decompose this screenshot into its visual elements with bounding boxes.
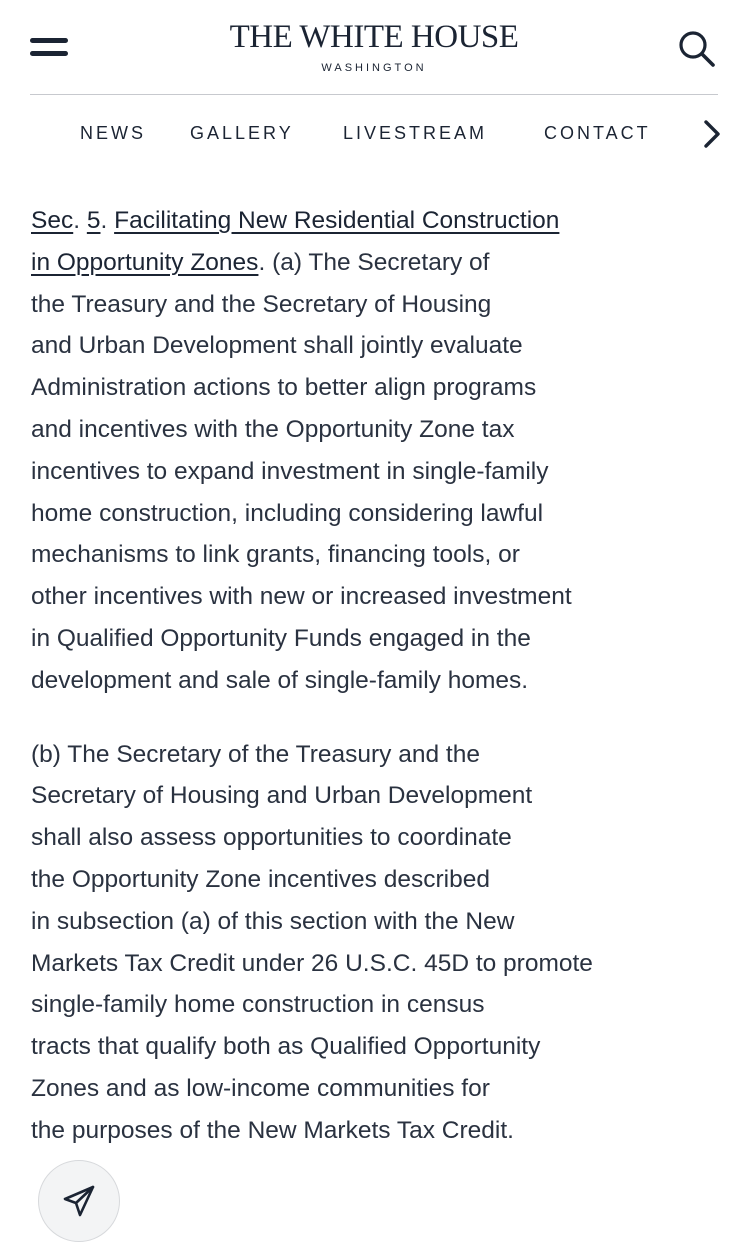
article-body bbox=[31, 200, 711, 1152]
main-nav bbox=[0, 112, 748, 152]
section-heading-link-line1[interactable]: Facilitating New Residential Construction bbox=[114, 207, 560, 234]
text-line: single-family home construction in census bbox=[31, 991, 485, 1019]
text-line: in subsection (a) of this section with the New bbox=[31, 907, 515, 935]
article-paragraph-b bbox=[31, 734, 711, 1152]
text-line: and Urban Development shall jointly evaluate bbox=[31, 332, 523, 360]
text-line: mechanisms to link grants, financing tools, or bbox=[31, 541, 520, 569]
text-line: and incentives with the Opportunity Zone tax bbox=[31, 415, 515, 443]
text-line: Administration actions to better align programs bbox=[31, 374, 537, 402]
section-label-link[interactable]: Sec bbox=[31, 207, 74, 234]
text-line: in Qualified Opportunity Funds engaged in the bbox=[31, 624, 531, 652]
header-divider bbox=[30, 94, 718, 95]
text-line: home construction, including considering lawful bbox=[31, 499, 544, 527]
text-line: the Opportunity Zone incentives described bbox=[31, 865, 490, 893]
site-logo[interactable] bbox=[0, 18, 748, 74]
send-icon bbox=[61, 1183, 97, 1219]
search-icon[interactable] bbox=[676, 28, 718, 70]
section-heading-link-line2[interactable]: in Opportunity Zones bbox=[31, 248, 259, 276]
text-line: development and sale of single-family homes. bbox=[31, 666, 529, 694]
chevron-right-icon[interactable] bbox=[698, 118, 726, 150]
section-number-link[interactable]: 5 bbox=[86, 207, 101, 234]
text-line: the purposes of the New Markets Tax Credit. bbox=[31, 1116, 514, 1144]
nav-item-livestream[interactable]: LIVESTREAM bbox=[343, 123, 488, 143]
text-line: shall also assess opportunities to coordinate bbox=[31, 824, 512, 852]
text-line: Markets Tax Credit under 26 U.S.C. 45D to promote bbox=[31, 949, 593, 977]
text-line: tracts that qualify both as Qualified Opportunity bbox=[31, 1033, 541, 1061]
site-title: THE WHITE HOUSE bbox=[229, 19, 519, 55]
nav-item-gallery[interactable]: GALLERY bbox=[190, 123, 294, 143]
share-button[interactable] bbox=[38, 1160, 120, 1242]
text-line: Secretary of Housing and Urban Development bbox=[31, 782, 533, 810]
text-line: (b) The Secretary of the Treasury and the bbox=[31, 740, 480, 768]
text-line: the Treasury and the Secretary of Housing bbox=[31, 290, 492, 318]
text-line: Zones and as low-income communities for bbox=[31, 1074, 490, 1102]
text-line: incentives to expand investment in single-family bbox=[31, 457, 549, 485]
nav-item-contact[interactable]: CONTACT bbox=[544, 123, 651, 143]
text-line: other incentives with new or increased investment bbox=[31, 583, 572, 611]
site-header bbox=[0, 0, 748, 92]
article-paragraph-a: Sec. 5. Facilitating New Residential Construction in Opportunity Zones. (a) The Secretary of the Treasury and the Secretary of Housing and Urban Development shall jointly evaluate Administration actions to better align programs and incentives with the Opportunity Zone tax incentives to expand investment in single-family home construction, including considering lawful mechanisms to link grants, financing tools, or other incentives with new or increased investment in Qualified Opportunity Funds engaged in the development and sale of single-family homes. bbox=[31, 207, 572, 694]
site-subtitle: WASHINGTON bbox=[321, 62, 427, 74]
paragraph-a-intro: (a) The Secretary of bbox=[272, 248, 490, 276]
nav-item-news[interactable]: NEWS bbox=[80, 123, 146, 143]
